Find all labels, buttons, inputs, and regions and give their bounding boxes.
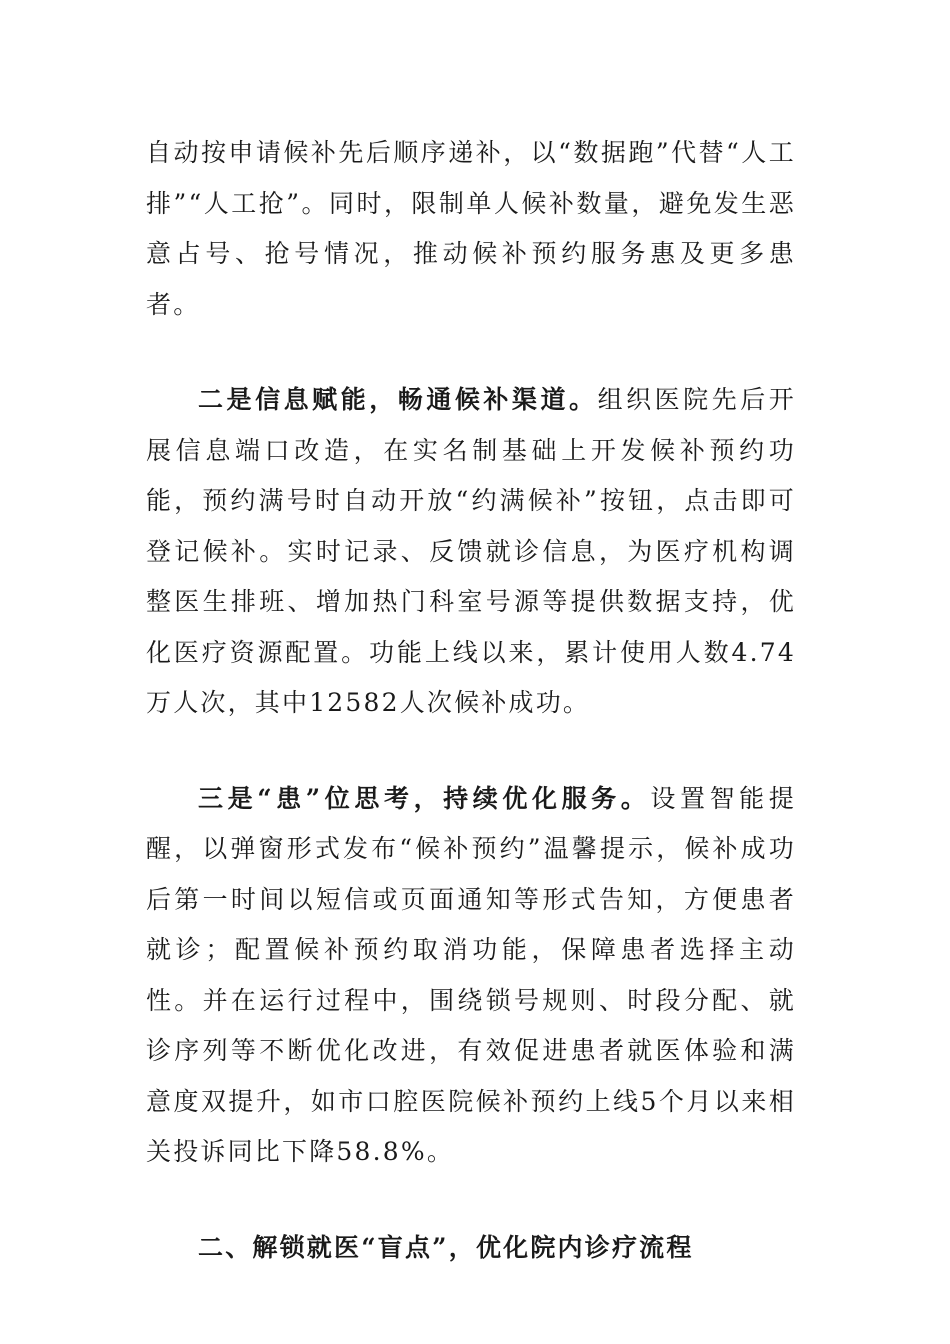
paragraph-continuation [146,128,796,330]
paragraph-gap [146,330,796,375]
paragraph-lead: 三是“患”位思考，持续优化服务。 [198,783,651,813]
paragraph-gap [146,1178,796,1223]
section-heading: 二、解锁就医“盲点”，优化院内诊疗流程 [198,1232,694,1262]
paragraph-info-empowerment [146,375,796,729]
paragraph-gap [146,729,796,774]
paragraph-text: 组织医院先后开展信息端口改造，在实名制基础上开发候补预约功能，预约满号时自动开放“约满候补”按钮，点击即可登记候补。实时记录、反馈就诊信息，为医疗机构调整医生排班、增加热门科室号源等提供数据支持，优化医疗资源配置。功能上线以来，累计使用人数4.74万人次，其中12582人次候补成功。 [146,385,796,717]
paragraph-text: 设置智能提醒，以弹窗形式发布“候补预约”温馨提示，候补成功后第一时间以短信或页面通知等形式告知，方便患者就诊；配置候补预约取消功能，保障患者选择主动性。并在运行过程中，围绕锁号规则、时段分配、就诊序列等不断优化改进，有效促进患者就医体验和满意度双提升，如市口腔医院候补预约上线5个月以来相关投诉同比下降58.8%。 [146,783,796,1166]
paragraph-lead: 二是信息赋能，畅通候补渠道。 [198,385,598,414]
paragraph-patient-thinking [146,774,796,1178]
paragraph-text: 自动按申请候补先后顺序递补，以“数据跑”代替“人工排”“人工抢”。同时，限制单人候补数量，避免发生恶意占号、抢号情况，推动候补预约服务惠及更多患者。 [146,138,796,319]
document-page [146,128,796,1273]
